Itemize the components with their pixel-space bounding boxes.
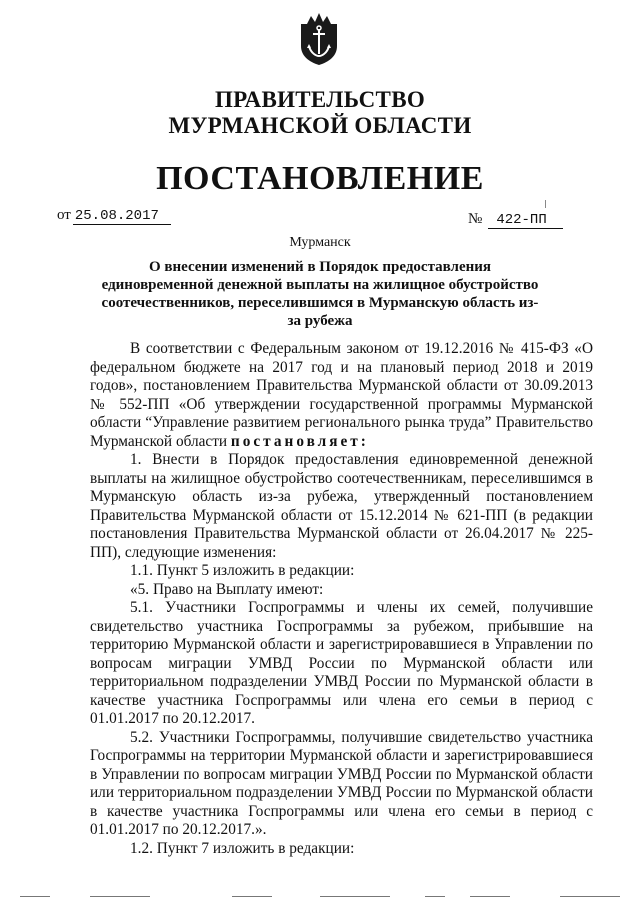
- resolves-keyword: постановляет:: [230, 432, 369, 450]
- paragraph-item-1: 1. Внести в Порядок предоставления единовременной денежной выплаты на жилищное обустройство соотечественникам, переселившимся в Мурманскую область из-за рубежа, утвержденный постановлением Правительства Мурманской области от 15.12.2014 № 621-ПП (в редакции постановления Правительства Мурманской области от 26.04.2017 № 225-ПП), следующие изменения:: [90, 451, 593, 561]
- document-body: [90, 340, 593, 858]
- preamble-text: В соответствии с Федеральным законом от 19.12.2016 № 415-ФЗ «О федеральном бюджете на 2017 год и на плановый период 2018 и 2019 годов», постановлением Правительства Мурманской области от 30.09.2013 № 552-ПП «Об утверждении государственной программы Мурманской области “Управление развитием регионального рынка труда” Правительство Мурманской области: [90, 340, 593, 450]
- document-type-title: ПОСТАНОВЛЕНИЕ: [156, 160, 484, 197]
- number-line: [468, 211, 563, 228]
- org-name-line2: МУРМАНСКОЙ ОБЛАСТИ: [168, 113, 472, 138]
- date-line: [57, 207, 171, 224]
- document-subject: О внесении изменений в Порядок предоставления единовременной денежной выплаты на жилищное обустройство соотечественников, переселившимся в Мурманскую область из-за рубежа: [101, 259, 539, 329]
- murmansk-coat-of-arms-icon: [297, 10, 341, 66]
- paragraph-item-1-2: 1.2. Пункт 7 изложить в редакции:: [130, 839, 355, 857]
- paragraph-preamble: [90, 340, 593, 451]
- paragraph-clause-5-2: 5.2. Участники Госпрограммы, получившие свидетельство участника Госпрограммы на территории Мурманской области и зарегистрировавшиеся в Управлении по вопросам миграции УМВД России по Мурманской области или территориальном подразделении УМВД России по Мурманской области в качестве участника Госпрограммы или члена его семьи в период с 01.01.2017 по 20.12.2017.».: [90, 728, 593, 838]
- date-label: от: [57, 207, 71, 223]
- margin-mark: [545, 200, 546, 208]
- city-name: Мурманск: [289, 235, 351, 250]
- date-value: 25.08.2017: [73, 208, 171, 225]
- number-label: №: [468, 211, 483, 227]
- footer-scan-lines: [0, 896, 640, 900]
- paragraph-clause-5-1: 5.1. Участники Госпрограммы и члены их семей, получившие свидетельство участника Госпрограммы за рубежом, прибывшие на территорию Мурманской области и зарегистрировавшиеся в Управлении по вопросам миграции УМВД России по Мурманской области или территориальном подразделении УМВД России по Мурманской области в качестве участника Госпрограммы или члена его семьи в период с 01.01.2017 по 20.12.2017.: [90, 599, 593, 727]
- org-name-line1: ПРАВИТЕЛЬСТВО: [214, 87, 426, 112]
- number-value: 422-ПП: [488, 212, 562, 229]
- paragraph-clause-5: «5. Право на Выплату имеют:: [130, 580, 324, 598]
- paragraph-item-1-1: 1.1. Пункт 5 изложить в редакции:: [130, 562, 355, 579]
